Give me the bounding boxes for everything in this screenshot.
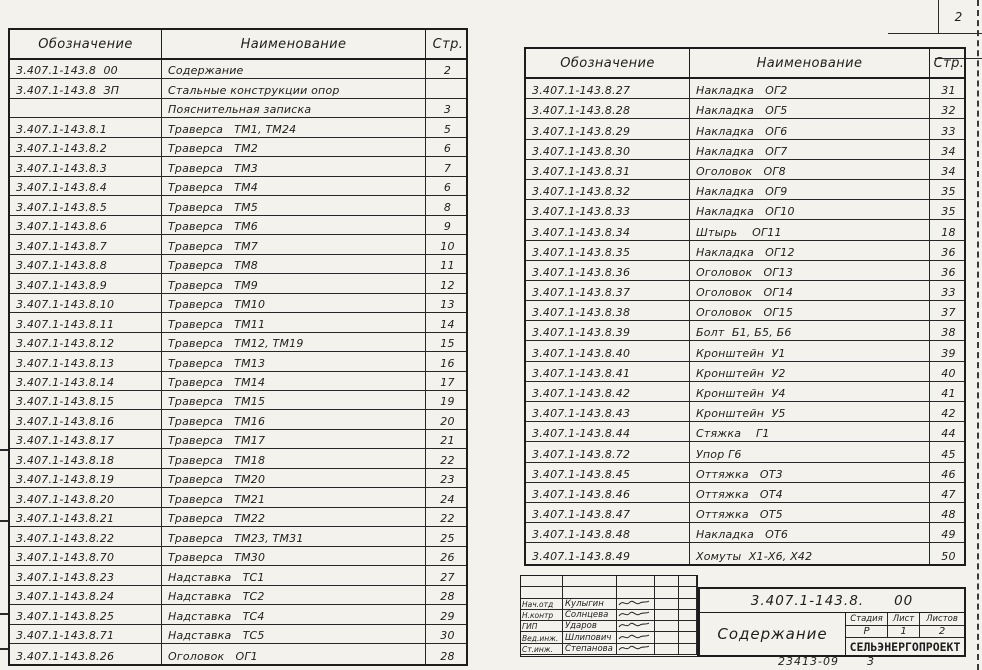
page-cell: 27 [440,570,455,584]
designation-cell: 3.407.1-143.8.7 [10,235,162,253]
page-cell: 39 [941,346,956,360]
table-row [526,422,964,442]
page-cell: 40 [941,366,956,380]
signature-icon [617,610,655,621]
table-row [526,463,964,483]
designation-cell: 3.407.1-143.8.49 [526,543,690,563]
page-cell: 28 [440,649,455,663]
document-designation [700,589,964,613]
name-cell: Траверса ТМ14 [162,372,426,390]
designation-cell: 3.407.1-143.8.42 [526,382,690,401]
personnel-role: ГИП [521,621,563,632]
designation-cell: 3.407.1-143.8.5 [10,196,162,214]
name-cell: Траверса ТМ11 [162,313,426,331]
frame-line [888,33,982,34]
empty-cell [679,621,697,632]
designation-cell: 3.407.1-143.8.46 [526,483,690,502]
designation-cell: 3.407.1-143.8.40 [526,341,690,360]
table-row [526,79,964,99]
designation-cell: 3.407.1-143.8.47 [526,503,690,522]
name-cell: Надставка ТС1 [162,566,426,584]
page-cell: 44 [941,427,956,441]
name-cell: Траверса ТМ9 [162,274,426,292]
designation-cell: 3.407.1-143.8.39 [526,321,690,340]
table-row [526,241,964,261]
table-row [526,220,964,240]
sheet-label: Лист [888,613,920,625]
name-cell: Упор Г6 [690,442,930,461]
table-row [10,625,466,644]
page-cell: 24 [440,492,455,506]
name-cell: Траверса ТМ6 [162,216,426,234]
page-cell: 28 [440,590,455,604]
page-cell: 13 [440,298,455,312]
doc-designation-suffix: 00 [894,592,914,609]
name-cell: Траверса ТМ3 [162,157,426,175]
sheet-value: 1 [888,626,920,637]
name-cell: Пояснительная записка [162,99,426,117]
table-row [10,508,466,527]
footer-code [778,655,875,668]
page-cell [426,79,470,97]
name-cell: Траверса ТМ5 [162,196,426,214]
table-row [526,483,964,503]
table-row [10,352,466,371]
page-cell: 42 [941,407,956,421]
designation-cell: 3.407.1-143.8.18 [10,449,162,467]
empty-cell [617,576,655,587]
name-cell: Оголовок ОГ8 [690,160,930,179]
signature-icon [617,599,655,610]
table-row [10,527,466,546]
designation-cell: 3.407.1-143.8.11 [10,313,162,331]
personnel-name: Ударов [563,621,617,632]
page-cell: 45 [941,447,956,461]
table-row [10,255,466,274]
designation-cell: 3.407.1-143.8.13 [10,352,162,370]
designation-cell: 3.407.1-143.8.43 [526,402,690,421]
designation-cell: 3.407.1-143.8.31 [526,160,690,179]
table-row [526,382,964,402]
page-cell: 5 [443,122,452,136]
page-cell: 36 [941,265,956,279]
designation-cell: 3.407.1-143.8.3 [10,157,162,175]
designation-cell: 3.407.1-143.8.25 [10,605,162,623]
designation-cell: 3.407.1-143.8.29 [526,119,690,138]
designation-cell: 3.407.1-143.8 00 [10,60,162,78]
page-cell: 23 [440,473,455,487]
table-row [10,644,466,663]
designation-cell: 3.407.1-143.8.72 [526,442,690,461]
designation-cell: 3.407.1-143.8.22 [10,527,162,545]
table-row [526,261,964,281]
page-cell: 10 [440,239,455,253]
footer-code-mark: 3 [866,655,875,668]
designation-cell: 3.407.1-143.8.36 [526,261,690,280]
page-cell: 41 [941,387,956,400]
table-row [526,402,964,422]
page-cell: 14 [440,317,455,331]
sheet-title: Содержание [700,613,846,655]
table-row [10,216,466,235]
designation-cell [10,99,162,117]
table-row [10,469,466,488]
name-cell: Кронштейн У2 [690,362,930,381]
name-cell: Траверса ТМ10 [162,294,426,312]
name-cell: Стальные конструкции опор [162,79,426,97]
designation-cell: 3.407.1-143.8.17 [10,430,162,448]
personnel-role: Нач.отд [521,599,563,610]
table-row [10,333,466,352]
page-cell: 33 [941,286,956,300]
empty-cell [617,587,655,598]
name-cell: Оголовок ОГ15 [690,301,930,320]
personnel-role: Ст.инж. [521,644,563,655]
right-margin-dashed-line [977,0,979,670]
header-name: Наименование [690,49,930,77]
page-cell: 21 [440,434,455,448]
designation-cell: 3.407.1-143.8.12 [10,333,162,351]
page-cell: 32 [941,104,956,118]
table-row [10,177,466,196]
meta-header-row [846,613,964,626]
name-cell: Траверса ТМ17 [162,430,426,448]
table-row [526,341,964,361]
designation-cell: 3.407.1-143.8.32 [526,180,690,199]
name-cell: Траверса ТМ30 [162,547,426,565]
name-cell: Содержание [162,60,426,78]
name-cell: Оттяжка ОТ5 [690,503,930,522]
header-designation: Обозначение [10,30,162,58]
name-cell: Оголовок ОГ13 [690,261,930,280]
header-name: Наименование [162,30,426,58]
page-cell: 36 [941,245,956,259]
page-cell: 38 [941,326,956,340]
name-cell: Оголовок ОГ1 [162,644,426,663]
page-cell: 35 [941,185,956,199]
table-row [10,79,466,98]
table-row [10,449,466,468]
name-cell: Траверса ТМ2 [162,138,426,156]
footer-code-number: 23413-09 [778,655,839,668]
designation-cell: 3.407.1-143.8.28 [526,99,690,118]
name-cell: Хомуты Х1-Х6, Х42 [690,543,930,563]
designation-cell: 3.407.1-143.8.21 [10,508,162,526]
page-cell: 12 [440,278,455,292]
sheet-number-box [938,0,978,33]
page-cell: 34 [941,164,956,178]
table-row [10,60,466,79]
table-row [526,321,964,341]
page-cell: 6 [443,181,452,195]
table-row [10,410,466,429]
name-cell: Надставка ТС4 [162,605,426,623]
header-page: Стр. [933,55,965,71]
empty-cell [679,632,697,643]
name-cell: Траверса ТМ23, ТМ31 [162,527,426,545]
page-cell: 15 [440,337,455,351]
designation-cell: 3.407.1-143.8.30 [526,140,690,159]
page-cell: 2 [443,64,452,78]
name-cell: Траверса ТМ13 [162,352,426,370]
table-row [526,523,964,543]
page-cell: 19 [440,395,455,409]
table-row [526,281,964,301]
designation-cell: 3.407.1-143.8.48 [526,523,690,542]
name-cell: Накладка ОГ12 [690,241,930,260]
designation-cell: 3.407.1-143.8.19 [10,469,162,487]
name-cell: Кронштейн У1 [690,341,930,360]
designation-cell: 3.407.1-143.8.1 [10,118,162,136]
table-row [10,274,466,293]
personnel-role: Вед.инж. [521,632,563,643]
name-cell: Накладка ОГ2 [690,79,930,98]
table-row [10,605,466,624]
designation-cell: 3.407.1-143.8.2 [10,138,162,156]
page-cell: 3 [443,103,452,117]
signature-icon [617,621,655,632]
empty-cell [521,587,563,598]
name-cell: Оттяжка ОТ3 [690,463,930,482]
designation-cell: 3.407.1-143.8.10 [10,294,162,312]
title-block [698,587,966,657]
empty-cell [679,644,697,655]
table-row [526,442,964,462]
page-cell: 9 [443,220,452,234]
designation-cell: 3.407.1-143.8.6 [10,216,162,234]
table-header [10,30,466,60]
name-cell: Траверса ТМ22 [162,508,426,526]
page-cell: 25 [440,531,455,545]
header-designation: Обозначение [526,49,690,77]
name-cell: Траверса ТМ12, ТМ19 [162,333,426,351]
empty-cell [655,599,679,610]
designation-cell: 3.407.1-143.8.38 [526,301,690,320]
table-row [526,119,964,139]
name-cell: Траверса ТМ18 [162,449,426,467]
name-cell: Накладка ОГ6 [690,119,930,138]
table-row [526,140,964,160]
table-row [10,586,466,605]
page-cell: 47 [941,487,956,501]
name-cell: Траверса ТМ21 [162,488,426,506]
name-cell: Накладка ОТ6 [690,523,930,542]
table-row [10,391,466,410]
name-cell: Болт Б1, Б5, Б6 [690,321,930,340]
page-cell: 17 [440,375,455,389]
designation-cell: 3.407.1-143.8.15 [10,391,162,409]
designation-cell: 3.407.1-143.8.70 [10,547,162,565]
page-cell: 31 [941,84,956,98]
empty-cell [563,587,617,598]
title-block-personnel [520,575,698,657]
name-cell: Траверса ТМ16 [162,410,426,428]
personnel-role: Н.контр [521,610,563,621]
name-cell: Накладка ОГ9 [690,180,930,199]
name-cell: Траверса ТМ1, ТМ24 [162,118,426,136]
table-row [10,547,466,566]
designation-cell: 3.407.1-143.8.9 [10,274,162,292]
designation-cell: 3.407.1-143.8.41 [526,362,690,381]
page-cell: 46 [941,467,956,481]
table-row [10,430,466,449]
page-cell: 33 [941,124,956,138]
name-cell: Надставка ТС5 [162,625,426,643]
name-cell: Кронштейн У4 [690,382,930,401]
page-cell: 29 [440,609,455,623]
designation-cell: 3.407.1-143.8.35 [526,241,690,260]
sheets-label: Листов [926,614,958,624]
page-cell: 22 [440,453,455,467]
stage-value: Р [846,626,888,637]
page-cell: 35 [941,205,956,219]
designation-cell: 3.407.1-143.8.37 [526,281,690,300]
page-cell: 37 [941,306,956,320]
organization-name: СЕЛЬЭНЕРГОПРОЕКТ [849,639,961,654]
sheet-number: 2 [954,9,963,24]
stage-label: Стадия [846,613,888,625]
page-cell: 26 [440,551,455,565]
personnel-name: Кулыгин [563,599,617,610]
name-cell: Траверса ТМ7 [162,235,426,253]
designation-cell: 3.407.1-143.8.45 [526,463,690,482]
table-row [10,99,466,118]
designation-cell: 3.407.1-143.8.24 [10,586,162,604]
designation-cell: 3.407.1-143.8.16 [10,410,162,428]
table-row [10,372,466,391]
table-row [526,543,964,563]
table-row [10,313,466,332]
name-cell: Оттяжка ОТ4 [690,483,930,502]
page-cell: 16 [440,356,455,370]
page-cell: 7 [443,161,452,175]
personnel-name: Солнцева [563,610,617,621]
page-cell: 8 [443,200,452,214]
table-rows [10,60,466,664]
page-cell: 48 [941,508,956,522]
table-row [526,503,964,523]
table-row [526,99,964,119]
table-row [526,362,964,382]
table-row [10,196,466,215]
table-row [526,160,964,180]
empty-cell [655,610,679,621]
name-cell: Накладка ОГ7 [690,140,930,159]
empty-cell [655,587,679,598]
doc-designation-text: 3.407.1-143.8. [750,592,865,609]
empty-cell [679,599,697,610]
name-cell: Траверса ТМ4 [162,177,426,195]
table-row [526,200,964,220]
page-cell: 20 [440,414,455,428]
name-cell: Стяжка Г1 [690,422,930,441]
empty-cell [521,576,563,587]
designation-cell: 3.407.1-143.8.44 [526,422,690,441]
name-cell: Кронштейн У5 [690,402,930,421]
contents-table-left [8,28,468,666]
table-row [10,118,466,137]
page-cell: 18 [941,225,956,239]
empty-cell [655,576,679,587]
name-cell: Траверса ТМ15 [162,391,426,409]
personnel-name: Степанова [563,644,617,655]
designation-cell: 3.407.1-143.8.27 [526,79,690,98]
empty-cell [655,621,679,632]
designation-cell: 3.407.1-143.8.33 [526,200,690,219]
empty-cell [679,576,697,587]
name-cell: Траверса ТМ8 [162,255,426,273]
table-row [10,294,466,313]
designation-cell: 3.407.1-143.8.14 [10,372,162,390]
table-row [10,157,466,176]
table-row [10,235,466,254]
header-page: Стр. [432,36,464,52]
designation-cell: 3.407.1-143.8.8 [10,255,162,273]
table-row [10,566,466,585]
designation-cell: 3.407.1-143.8 ЗП [10,79,162,97]
table-row [10,138,466,157]
empty-cell [655,632,679,643]
signature-icon [617,644,655,655]
page-cell: 22 [440,512,455,526]
name-cell: Штырь ОГ11 [690,220,930,239]
signature-icon [617,632,655,643]
table-row [526,301,964,321]
table-row [526,180,964,200]
designation-cell: 3.407.1-143.8.26 [10,644,162,663]
designation-cell: 3.407.1-143.8.20 [10,488,162,506]
name-cell: Надставка ТС2 [162,586,426,604]
sheets-value: 2 [938,626,946,637]
contents-table-right [524,47,966,566]
empty-cell [679,610,697,621]
page-cell: 30 [440,629,455,643]
designation-cell: 3.407.1-143.8.23 [10,566,162,584]
designation-cell: 3.407.1-143.8.34 [526,220,690,239]
page-cell: 49 [941,528,956,542]
page-cell: 6 [443,142,452,156]
designation-cell: 3.407.1-143.8.4 [10,177,162,195]
page-cell: 50 [941,549,956,563]
meta-values-row [846,626,964,638]
name-cell: Накладка ОГ10 [690,200,930,219]
page-cell: 11 [440,259,455,273]
empty-cell [679,587,697,598]
page-cell: 34 [941,144,956,158]
name-cell: Оголовок ОГ14 [690,281,930,300]
table-rows [526,79,964,564]
personnel-name: Шлипович [563,632,617,643]
name-cell: Траверса ТМ20 [162,469,426,487]
designation-cell: 3.407.1-143.8.71 [10,625,162,643]
name-cell: Накладка ОГ5 [690,99,930,118]
empty-cell [563,576,617,587]
table-header [526,49,964,79]
empty-cell [655,644,679,655]
table-row [10,488,466,507]
